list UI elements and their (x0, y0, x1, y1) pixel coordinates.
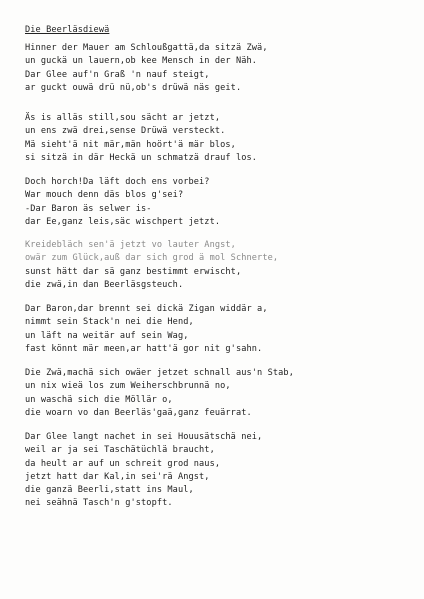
poem-line: -Dar Baron äs selwer is- (25, 203, 152, 214)
stanza-3 (25, 176, 415, 229)
poem-line: Äs is alläs still,sou sächt ar jetzt, (25, 113, 221, 123)
poem-line: Die Zwä,machä sich owäer jetzet schnall aus'n Stab, (25, 368, 294, 378)
poem-line: die woarn vo dan Beerläs'gaä,ganz feuärrat. (25, 407, 252, 418)
poem-line: da heult ar auf un schreit grod naus, (25, 458, 221, 469)
poem-line: Mä sieht'ä nit mär,män hoört'ä mär blos, (25, 139, 236, 150)
poem-line: un ens zwä drei,sense Drüwä versteckt. (25, 126, 226, 137)
poem-line: jetzt hatt dar Kal,in sei'rä Angst, (25, 471, 210, 482)
poem-line: un nix wieä los zum Weiherschbrunnä no, (25, 381, 231, 392)
poem-line: un guckä un lauern,ob kee Mensch in der Näh. (25, 56, 258, 67)
poem-line: die zwä,in dan Beerläsgsteuch. (25, 279, 184, 290)
poem-line: War mouch denn däs blos g'sei? (25, 190, 184, 201)
poem-line: dar Ee,ganz leis,säc wischpert jetzt. (25, 216, 221, 227)
poem-line: fast könnt mär meen,ar hatt'ä gor nit g'sahn. (25, 343, 263, 354)
poem-line: Dar Glee langt nachet in sei Houusätschä nei, (25, 432, 263, 442)
stanza-6 (25, 367, 415, 420)
stanza-5 (25, 303, 415, 356)
poem-line: nei seähnä Tasch'n g'stopft. (25, 498, 173, 509)
poem-line: Hinner der Mauer am Schloußgattä,da sitzä Zwä, (25, 43, 268, 53)
poem-line: weil ar ja sei Taschätüchlä braucht, (25, 445, 215, 456)
poem-title: Die Beerläsdiewä (25, 25, 110, 35)
poem-line: nimmt sein Stack'n nei die Hend, (25, 317, 194, 328)
poem-line: Kreidebläch sen'ä jetzt vo lauter Angst, (25, 240, 236, 250)
stanza-2 (25, 112, 415, 165)
poem-line: die ganzä Beerli,statt ins Maul, (25, 485, 194, 496)
poem-line: Doch horch!Da läft doch ens vorbei? (25, 177, 210, 187)
poem-line: un waschä sich die Möllär o, (25, 394, 173, 405)
poem-line: sunst hätt dar sä ganz bestimmt erwischt, (25, 266, 242, 277)
stanza-7 (25, 431, 415, 511)
poem-line: un läft na weitär auf sein Wag, (25, 330, 189, 341)
poem-line: Dar Glee auf'n Graß 'n nauf steigt, (25, 69, 210, 80)
poem-line: si sitzä in där Heckä un schmatzä drauf los. (25, 152, 258, 163)
poem-line: Dar Baron,dar brennt sei dickä Zigan widdär a, (25, 304, 268, 314)
stanza-1 (25, 42, 415, 95)
stanza-4 (25, 239, 415, 292)
poem-line: owär zum Glück,auß dar sich grod ä mol Schnerte, (25, 253, 279, 264)
poem-line: ar guckt ouwä drü nü,ob's drüwä näs geit. (25, 82, 242, 93)
